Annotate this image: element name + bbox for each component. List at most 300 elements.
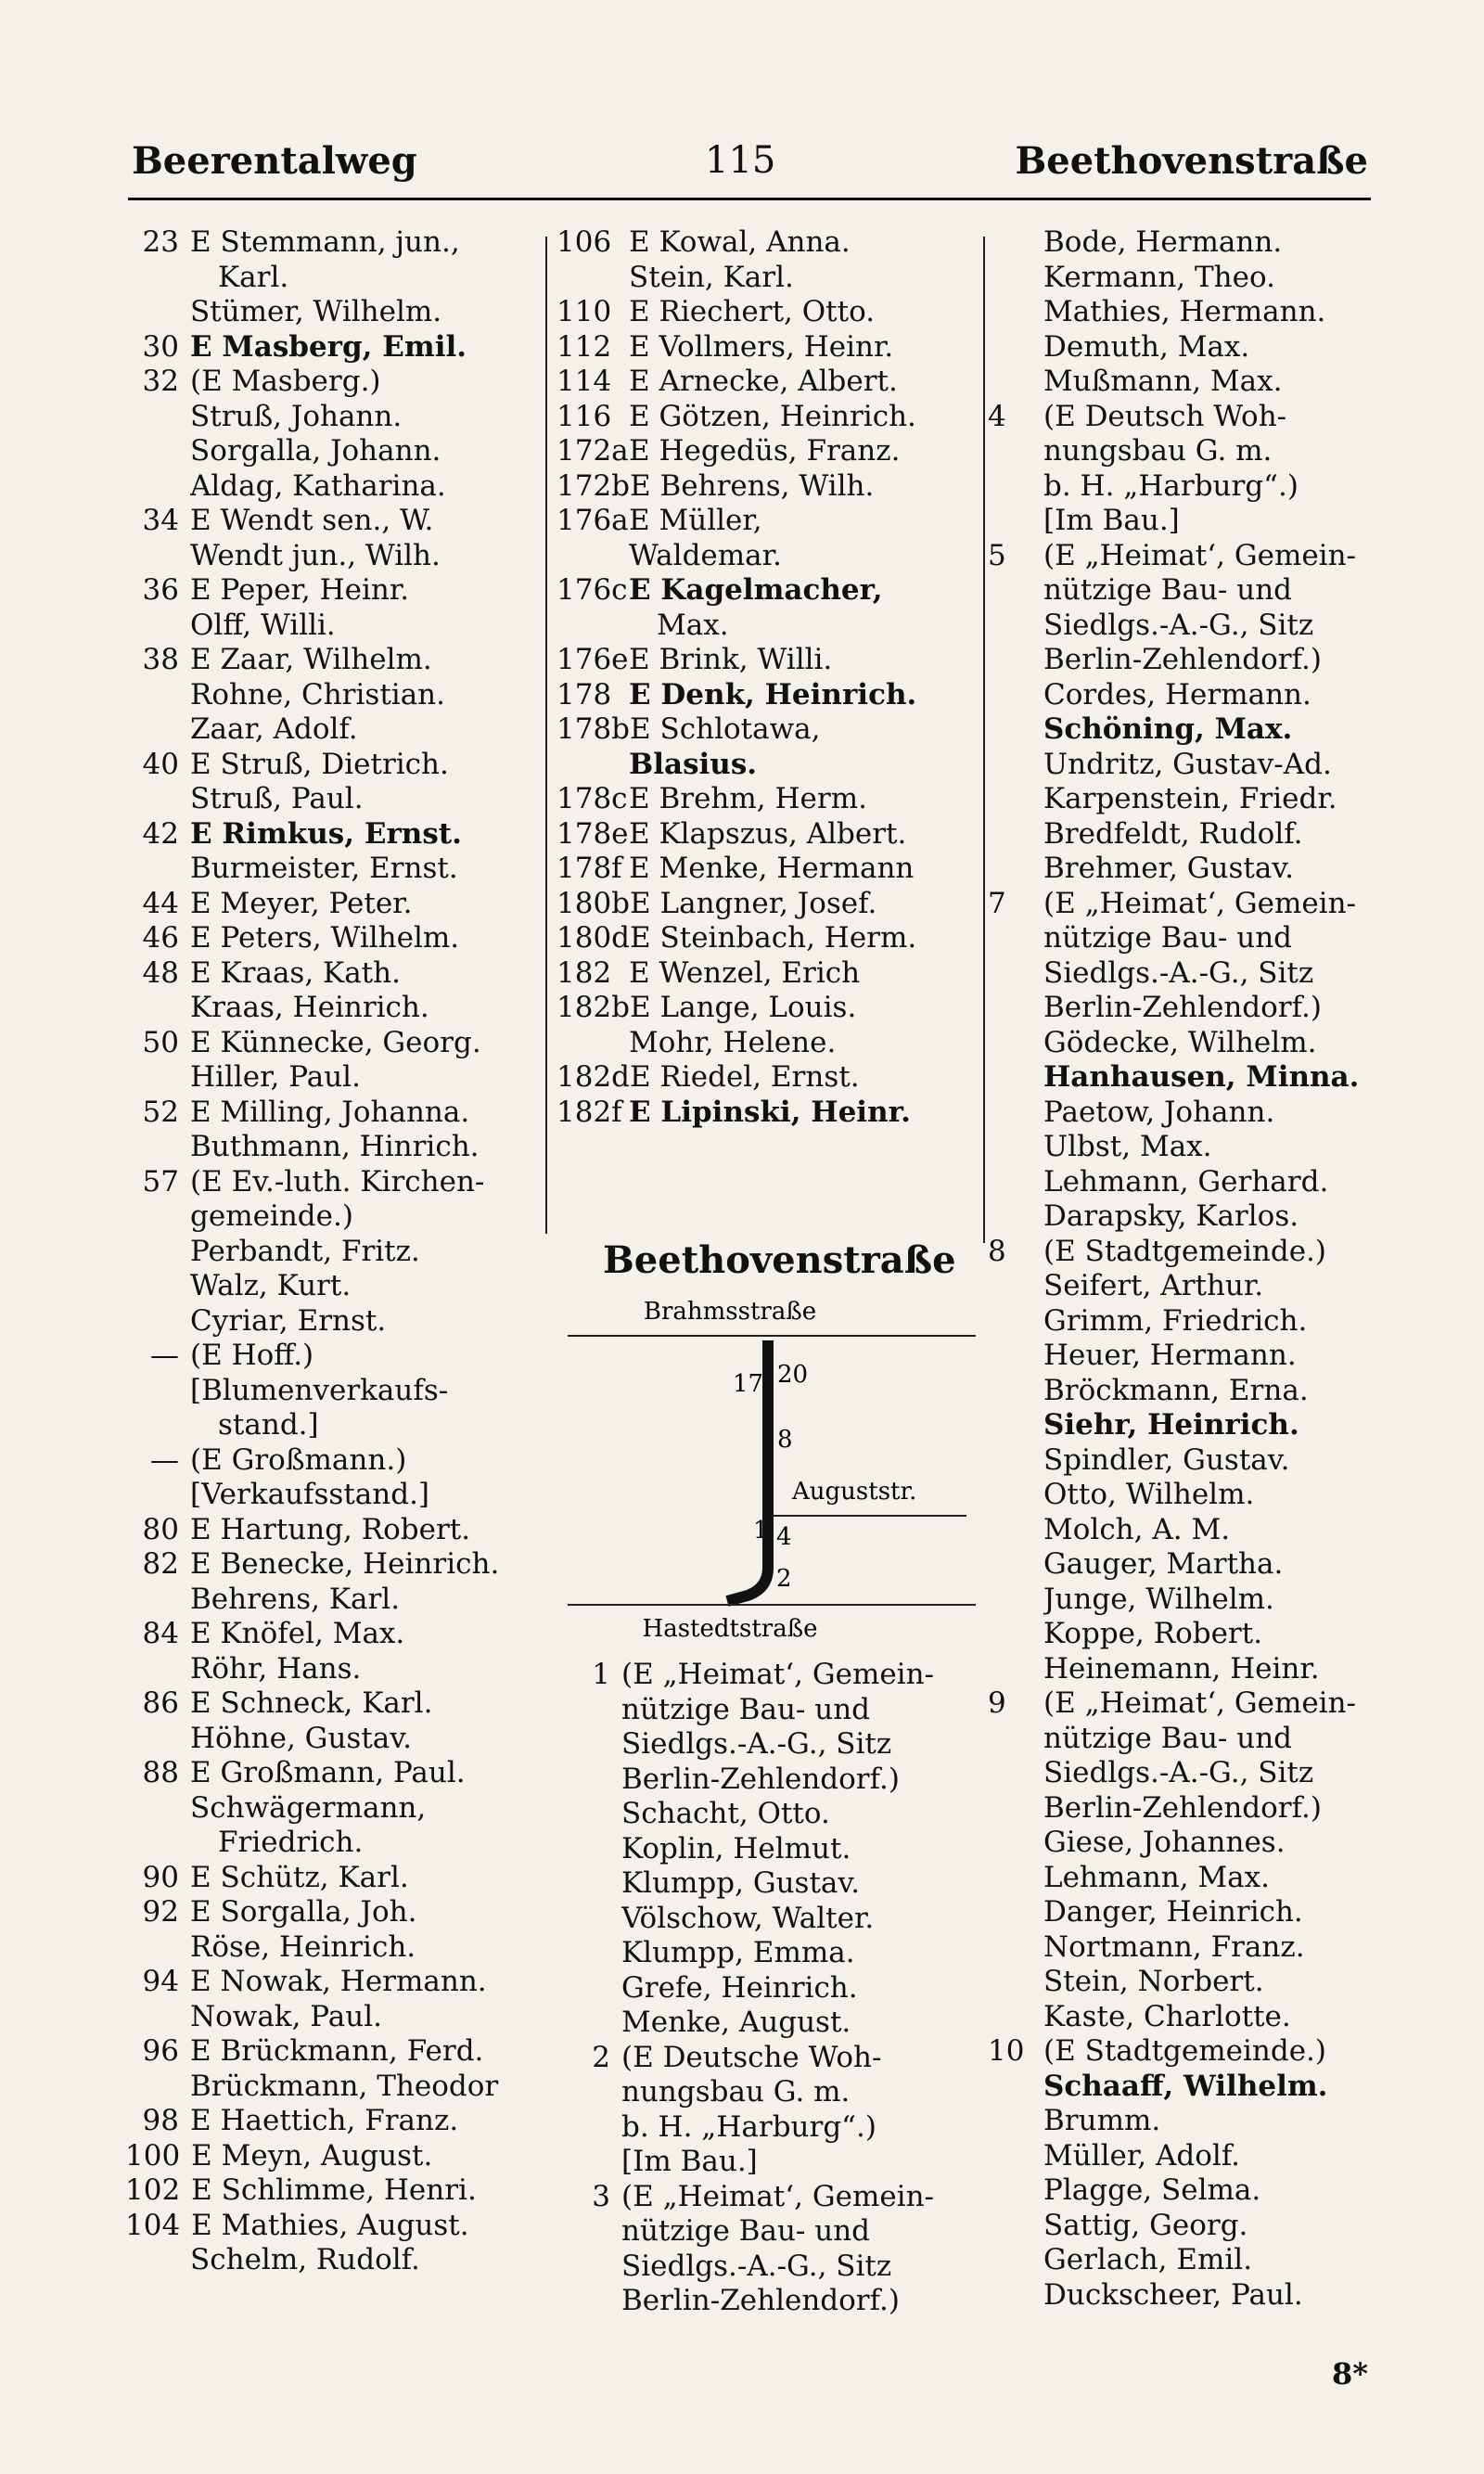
house-number — [988, 1791, 1043, 1827]
resident-name: nungsbau G. m. — [1043, 434, 1273, 468]
directory-entry — [556, 434, 983, 469]
directory-entry — [556, 921, 983, 956]
resident-name: Otto, Wilhelm. — [1043, 1478, 1255, 1511]
house-number: 80 — [142, 1512, 179, 1546]
house-number: 172a — [556, 434, 629, 468]
house-number — [125, 1130, 190, 1165]
resident-name: Siehr, Heinrich. — [1043, 1408, 1299, 1442]
resident-name: Undritz, Gustav-Ad. — [1043, 747, 1332, 781]
resident-name: Aldag, Katharina. — [190, 468, 446, 503]
directory-entry — [556, 400, 983, 435]
resident-name: b. H. „Harburg“.) — [621, 2109, 876, 2144]
resident-name: Paetow, Johann. — [1043, 1095, 1275, 1129]
resident-name: (E „Heimat‘, Gemein- — [1043, 1686, 1357, 1720]
house-number — [988, 782, 1043, 817]
directory-entry — [988, 225, 1396, 261]
directory-entry — [988, 1652, 1396, 1687]
resident-name: [Verkaufsstand.] — [190, 1478, 430, 1511]
resident-name: E Schlimme, Henri. — [191, 2173, 477, 2207]
resident-name: E Sorgalla, Joh. — [190, 1895, 417, 1929]
resident-name: E Müller, — [629, 504, 762, 537]
resident-name: Grimm, Friedrich. — [1043, 1303, 1308, 1338]
house-number — [988, 1130, 1043, 1165]
house-number — [125, 1060, 190, 1096]
house-number — [988, 1478, 1043, 1513]
directory-entry — [988, 2139, 1396, 2174]
resident-name: Friedrich. — [218, 1826, 364, 1859]
house-number — [125, 1652, 190, 1687]
house-number — [125, 712, 190, 748]
resident-name: Brehmer, Gustav. — [1043, 852, 1295, 885]
resident-name: Burmeister, Ernst. — [190, 852, 458, 885]
house-number — [125, 609, 190, 644]
directory-entry — [556, 330, 983, 365]
directory-entry — [988, 887, 1396, 922]
house-number — [988, 1722, 1043, 1757]
resident-name: E Haettich, Franz. — [190, 2104, 459, 2137]
directory-entry — [556, 469, 983, 505]
house-number — [125, 1269, 190, 1304]
house-number: 40 — [142, 747, 179, 781]
resident-name: E Struß, Dietrich. — [190, 747, 449, 781]
resident-name: Mußmann, Max. — [1043, 365, 1283, 398]
house-number — [988, 1374, 1043, 1409]
house-number — [988, 1339, 1043, 1374]
resident-name: Plagge, Selma. — [1043, 2173, 1261, 2207]
house-number — [125, 1408, 190, 1443]
resident-name: Spindler, Gustav. — [1043, 1442, 1290, 1477]
resident-name: Ulbst, Max. — [1043, 1130, 1212, 1163]
directory-entry — [988, 712, 1396, 748]
resident-name: Buthmann, Hinrich. — [190, 1130, 480, 1163]
house-number — [125, 1722, 190, 1757]
resident-name: E Denk, Heinrich. — [629, 677, 917, 711]
house-number: 38 — [142, 643, 179, 676]
map-label-top: Brahmsstraße — [643, 1298, 817, 1326]
header-rule — [128, 198, 1371, 200]
house-number — [988, 1026, 1043, 1061]
directory-entry — [988, 1478, 1396, 1513]
directory-entry — [125, 295, 547, 330]
directory-entry — [125, 2173, 547, 2209]
resident-name: Gauger, Martha. — [1043, 1547, 1284, 1581]
house-number: 36 — [142, 573, 179, 607]
street-title: Beethovenstraße — [603, 1238, 956, 1282]
house-number: 178 — [556, 677, 612, 711]
directory-entry — [125, 2243, 547, 2278]
directory-entry — [125, 2070, 547, 2105]
house-number: 180d — [556, 921, 631, 955]
resident-name: Lehmann, Max. — [1043, 1860, 1270, 1894]
house-number — [988, 1513, 1043, 1548]
directory-entry — [125, 609, 547, 644]
house-number — [125, 295, 190, 330]
resident-name: Demuth, Max. — [1043, 329, 1250, 364]
directory-entry — [125, 2139, 547, 2174]
directory-entry — [556, 1971, 983, 2006]
resident-name: (E Hoff.) — [190, 1339, 314, 1372]
resident-name: stand.] — [218, 1408, 319, 1442]
house-number: 178b — [556, 712, 631, 746]
resident-name: E Peper, Heinr. — [190, 573, 410, 607]
directory-entry — [125, 1130, 547, 1165]
resident-name: E Riedel, Ernst. — [630, 1060, 860, 1094]
map-number: 4 — [776, 1523, 792, 1551]
resident-name: Klumpp, Emma. — [621, 1936, 855, 1969]
directory-entry — [556, 1832, 983, 1867]
resident-name: (E Großmann.) — [190, 1442, 407, 1477]
directory-entry — [125, 573, 547, 609]
house-number: 86 — [142, 1686, 179, 1720]
house-number: 5 — [988, 538, 1006, 572]
resident-name: Darapsky, Karlos. — [1043, 1199, 1299, 1233]
resident-name: Karpenstein, Friedr. — [1043, 782, 1337, 815]
resident-name: (E „Heimat‘, Gemein- — [1043, 886, 1357, 920]
directory-entry — [125, 539, 547, 574]
resident-name: E Brehm, Herm. — [629, 782, 867, 815]
house-number — [556, 2145, 621, 2180]
resident-name: E Stemmann, jun., — [190, 225, 460, 259]
house-number — [988, 504, 1043, 539]
directory-entry — [988, 573, 1396, 609]
directory-entry — [125, 1617, 547, 1652]
map-number: 8 — [777, 1426, 793, 1454]
directory-entry — [556, 887, 983, 922]
resident-name: E Menke, Hermann — [629, 852, 915, 885]
house-number — [988, 1617, 1043, 1652]
resident-name: E Brink, Willi. — [629, 643, 833, 676]
directory-entry — [988, 2070, 1396, 2105]
house-number: 34 — [142, 504, 179, 537]
resident-name: nungsbau G. m. — [621, 2075, 851, 2109]
directory-entry — [988, 469, 1396, 505]
resident-name: Molch, A. M. — [1043, 1512, 1231, 1546]
directory-entry — [556, 365, 983, 400]
directory-entry — [125, 2104, 547, 2139]
directory-entry — [125, 1408, 547, 1443]
house-number: 182d — [556, 1060, 631, 1094]
directory-entry — [125, 852, 547, 887]
directory-entry — [988, 782, 1396, 817]
resident-name: E Lange, Louis. — [630, 991, 857, 1024]
directory-entry — [988, 2000, 1396, 2035]
resident-name: E Arnecke, Albert. — [629, 365, 898, 398]
resident-name: Duckscheer, Paul. — [1043, 2277, 1303, 2312]
directory-entry — [988, 643, 1396, 678]
directory-entry — [125, 1791, 547, 1827]
house-number: 46 — [142, 921, 179, 955]
house-number: 98 — [142, 2104, 179, 2137]
directory-entry — [988, 921, 1396, 956]
house-number — [125, 1235, 190, 1270]
resident-name: E Mathies, August. — [191, 2208, 469, 2242]
directory-entry — [988, 1235, 1396, 1270]
house-number: 88 — [142, 1756, 179, 1789]
house-number — [988, 1652, 1043, 1687]
resident-name: Koppe, Robert. — [1043, 1617, 1263, 1650]
resident-name: E Steinbach, Herm. — [630, 921, 917, 955]
house-number — [988, 2209, 1043, 2244]
directory-entry — [125, 1235, 547, 1270]
directory-entry — [556, 1763, 983, 1798]
directory-entry — [125, 1686, 547, 1722]
house-number — [125, 2243, 190, 2278]
house-number: 44 — [142, 886, 179, 920]
directory-entry — [556, 2250, 983, 2285]
resident-name: Siedlgs.-A.-G., Sitz — [1043, 608, 1314, 642]
house-number — [988, 1756, 1043, 1791]
directory-entry — [988, 1408, 1396, 1443]
resident-name: Giese, Johannes. — [1043, 1826, 1286, 1859]
house-number: 30 — [142, 329, 179, 364]
house-number — [988, 1443, 1043, 1479]
directory-entry — [125, 1339, 547, 1374]
directory-entry — [988, 1547, 1396, 1583]
directory-entry — [125, 261, 547, 296]
house-number — [988, 1269, 1043, 1304]
resident-name: E Riechert, Otto. — [629, 295, 876, 328]
directory-entry — [988, 504, 1396, 539]
column-2 — [556, 225, 983, 1130]
resident-name: Olff, Willi. — [190, 608, 336, 642]
directory-entry — [125, 1478, 547, 1513]
directory-entry — [988, 2104, 1396, 2139]
directory-entry — [988, 330, 1396, 365]
directory-entry — [988, 1826, 1396, 1861]
house-number — [988, 1199, 1043, 1235]
house-number — [988, 1895, 1043, 1930]
house-number — [556, 1026, 629, 1061]
house-number — [988, 712, 1043, 748]
house-number — [988, 573, 1043, 609]
house-number — [988, 365, 1043, 400]
house-number: 94 — [142, 1965, 179, 1998]
resident-name: Wendt jun., Wilh. — [190, 538, 441, 572]
resident-name: nützige Bau- und — [621, 2214, 871, 2248]
resident-name: E Rimkus, Ernst. — [190, 816, 462, 851]
resident-name: Seifert, Arthur. — [1043, 1269, 1264, 1302]
resident-name: Junge, Wilhelm. — [1043, 1582, 1274, 1616]
resident-name: E Brückmann, Ferd. — [190, 2034, 484, 2068]
directory-entry — [125, 643, 547, 678]
house-number — [988, 261, 1043, 296]
resident-name: E Kagelmacher, — [629, 573, 883, 607]
resident-name: Koplin, Helmut. — [621, 1831, 851, 1865]
signature-mark: 8* — [1332, 2356, 1368, 2391]
map-number: 1 — [753, 1517, 769, 1545]
house-number — [988, 1965, 1043, 2000]
directory-entry — [988, 991, 1396, 1026]
house-number: 182 — [556, 955, 612, 990]
resident-name: [Im Bau.] — [1043, 504, 1180, 537]
directory-entry — [988, 1722, 1396, 1757]
resident-name: Kermann, Theo. — [1043, 260, 1275, 294]
house-number: 178f — [556, 852, 622, 885]
directory-entry — [125, 469, 547, 505]
resident-name: Siedlgs.-A.-G., Sitz — [621, 2249, 892, 2283]
house-number — [988, 2243, 1043, 2278]
directory-entry — [125, 817, 547, 852]
directory-entry — [988, 1686, 1396, 1722]
header-right-street: Beethovenstraße — [1015, 139, 1368, 183]
resident-name: Berlin-Zehlendorf.) — [621, 2284, 900, 2317]
house-number: 10 — [988, 2034, 1025, 2068]
resident-name: Grefe, Heinrich. — [621, 1970, 858, 2005]
house-number: 176e — [556, 643, 629, 676]
resident-name: Hanhausen, Minna. — [1043, 1060, 1360, 1094]
house-number — [988, 609, 1043, 644]
resident-name: Walz, Kurt. — [190, 1269, 352, 1302]
directory-entry — [556, 2145, 983, 2180]
resident-name: (E Deutsch Woh- — [1043, 399, 1287, 433]
directory-entry — [125, 1304, 547, 1340]
resident-name: Stein, Karl. — [629, 260, 794, 294]
house-number — [988, 2173, 1043, 2209]
directory-entry — [988, 852, 1396, 887]
directory-entry — [988, 2243, 1396, 2278]
directory-entry — [988, 1269, 1396, 1304]
directory-entry — [125, 1060, 547, 1096]
resident-name: nützige Bau- und — [1043, 921, 1293, 955]
resident-name: E Wendt sen., W. — [190, 504, 434, 537]
resident-name: Max. — [657, 608, 729, 642]
house-number: 23 — [142, 225, 179, 259]
resident-name: [Blumenverkaufs- — [190, 1373, 449, 1407]
directory-entry — [988, 1895, 1396, 1930]
house-number: 100 — [125, 2138, 181, 2173]
resident-name: Brumm. — [1043, 2104, 1161, 2137]
house-number: 3 — [592, 2179, 610, 2213]
house-number: 102 — [125, 2173, 181, 2207]
directory-entry — [125, 330, 547, 365]
house-number — [556, 1971, 621, 2006]
house-number — [556, 539, 629, 574]
resident-name: Bredfeldt, Rudolf. — [1043, 816, 1303, 851]
house-number: 92 — [142, 1895, 179, 1929]
resident-name: nützige Bau- und — [1043, 573, 1293, 607]
resident-name: E Künnecke, Georg. — [190, 1025, 481, 1059]
resident-name: E Langner, Josef. — [630, 886, 877, 920]
directory-entry — [988, 1339, 1396, 1374]
house-number — [988, 1060, 1043, 1096]
directory-entry — [988, 1165, 1396, 1200]
directory-entry — [125, 400, 547, 435]
house-number: 57 — [142, 1164, 179, 1199]
directory-entry — [988, 1130, 1396, 1165]
house-number — [988, 748, 1043, 783]
house-number — [125, 1791, 190, 1827]
resident-name: Struß, Johann. — [190, 399, 403, 433]
directory-entry — [556, 2075, 983, 2110]
house-number — [125, 400, 190, 435]
house-number — [556, 2110, 621, 2146]
house-number: 180b — [556, 886, 631, 920]
house-number: 172b — [556, 468, 631, 503]
directory-entry — [125, 1374, 547, 1409]
resident-name: E Meyn, August. — [191, 2138, 433, 2173]
directory-entry — [988, 1756, 1396, 1791]
resident-name: E Götzen, Heinrich. — [629, 399, 916, 433]
directory-entry — [556, 225, 983, 261]
directory-entry — [988, 748, 1396, 783]
house-number — [556, 2250, 621, 2285]
directory-entry — [988, 817, 1396, 852]
directory-entry — [556, 609, 983, 644]
directory-entry — [125, 1895, 547, 1930]
directory-entry — [988, 295, 1396, 330]
house-number — [125, 2000, 190, 2035]
directory-entry — [125, 782, 547, 817]
house-number: 96 — [142, 2034, 179, 2068]
house-number: 182b — [556, 991, 631, 1024]
house-number — [988, 1165, 1043, 1200]
house-number — [125, 1304, 190, 1340]
house-number: 52 — [142, 1095, 179, 1129]
directory-entry — [988, 365, 1396, 400]
house-number — [988, 2278, 1043, 2314]
column-2-upper — [556, 225, 983, 1130]
directory-entry — [988, 1861, 1396, 1896]
map-label-bottom: Hastedtstraße — [642, 1615, 818, 1642]
directory-entry — [125, 2209, 547, 2244]
house-number — [988, 2139, 1043, 2174]
house-number: 104 — [125, 2208, 181, 2242]
resident-name: Cyriar, Ernst. — [190, 1303, 387, 1338]
house-number — [988, 643, 1043, 678]
house-number: 8 — [988, 1234, 1006, 1268]
resident-name: Berlin-Zehlendorf.) — [1043, 991, 1322, 1024]
resident-name: (E „Heimat‘, Gemein- — [1043, 538, 1357, 572]
house-number — [988, 434, 1043, 469]
resident-name: b. H. „Harburg“.) — [1043, 468, 1298, 503]
house-number — [988, 1096, 1043, 1131]
resident-name: E Milling, Johanna. — [190, 1095, 470, 1129]
resident-name: E Klapszus, Albert. — [629, 816, 907, 851]
directory-entry — [556, 2006, 983, 2041]
house-number — [988, 330, 1043, 365]
resident-name: E Peters, Wilhelm. — [190, 921, 460, 955]
resident-name: Waldemar. — [629, 538, 782, 572]
directory-entry — [988, 1096, 1396, 1131]
directory-entry — [556, 817, 983, 852]
resident-name: Schaaff, Wilhelm. — [1043, 2069, 1328, 2103]
directory-entry — [988, 2173, 1396, 2209]
house-number — [988, 817, 1043, 852]
house-number — [556, 2284, 621, 2319]
house-number — [125, 1583, 190, 1618]
resident-name: [Im Bau.] — [621, 2145, 758, 2178]
house-number — [988, 1547, 1043, 1583]
resident-name: Cordes, Hermann. — [1043, 677, 1311, 711]
directory-entry — [556, 991, 983, 1026]
resident-name: E Nowak, Hermann. — [190, 1965, 487, 1998]
house-number — [988, 295, 1043, 330]
house-number — [125, 991, 190, 1026]
house-number — [988, 956, 1043, 992]
directory-entry — [125, 921, 547, 956]
directory-entry — [556, 1693, 983, 1728]
directory-entry — [988, 1930, 1396, 1966]
resident-name: Klumpp, Gustav. — [621, 1866, 861, 1900]
house-number: 82 — [142, 1547, 179, 1581]
resident-name: Völschow, Walter. — [621, 1901, 875, 1935]
directory-entry — [556, 782, 983, 817]
house-number — [988, 921, 1043, 956]
directory-entry — [988, 1304, 1396, 1340]
directory-entry — [556, 1936, 983, 1971]
directory-entry — [556, 2214, 983, 2250]
directory-entry — [556, 1797, 983, 1832]
